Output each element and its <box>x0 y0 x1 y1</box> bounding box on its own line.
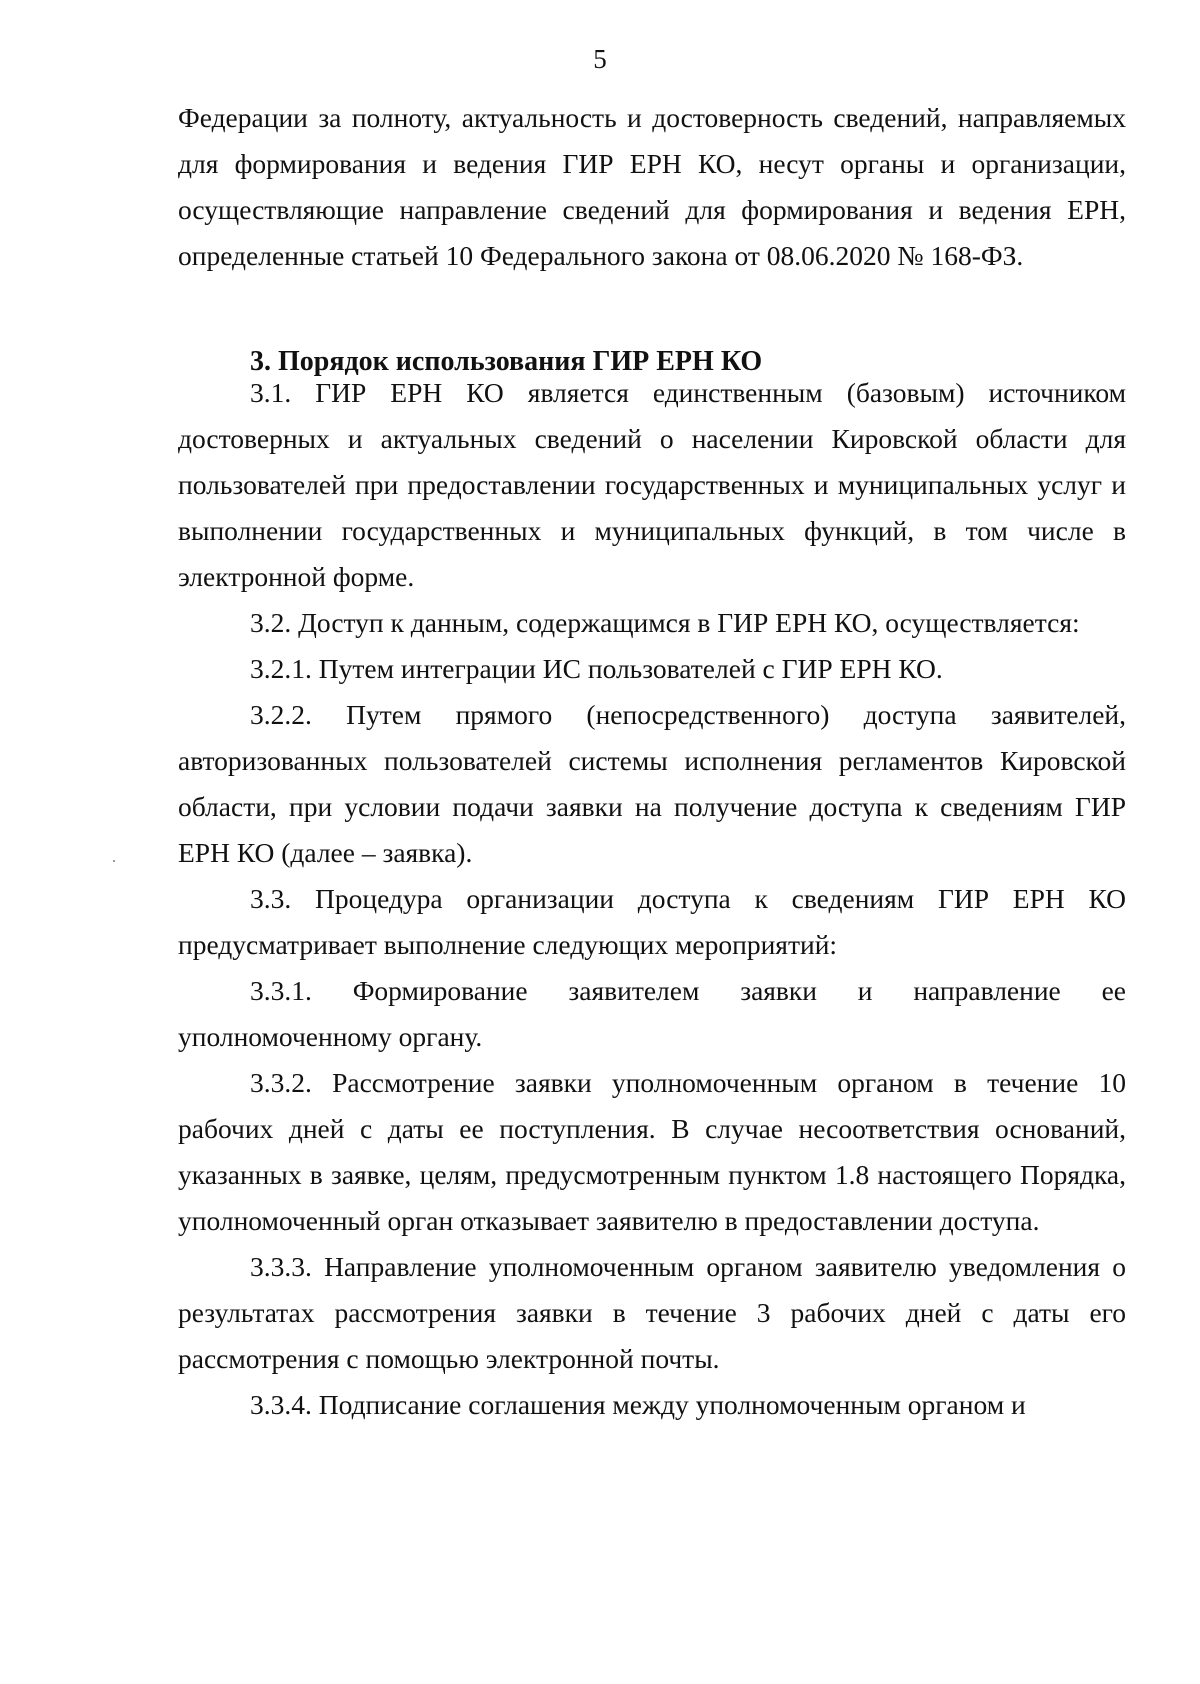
paragraph-3-2: 3.2. Доступ к данным, содержащимся в ГИР ЕРН КО, осуществляется: <box>250 607 1080 638</box>
paragraph-intro <box>178 95 1126 279</box>
intro-text: Федерации за полноту, актуальность и достоверность сведений, направляемых для формирования и ведения ГИР ЕРН КО, несут органы и организации, осуществляющие направление сведений для формирования и ведения ЕРН, определенные статьей 10 Федерального закона от 08.06.2020 № 168-ФЗ. <box>178 102 1126 271</box>
paragraph-3-3-2: 3.3.2. Рассмотрение заявки уполномоченным органом в течение 10 рабочих дней с даты ее поступления. В случае несоответствия оснований, указанных в заявке, целям, предусмотренным пунктом 1.8 настоящего Порядка, уполномоченный орган отказывает заявителю в предоставлении доступа. <box>178 1067 1126 1236</box>
paragraph-3-2-1: 3.2.1. Путем интеграции ИС пользователей с ГИР ЕРН КО. <box>250 653 943 684</box>
paragraph-3-3-4: 3.3.4. Подписание соглашения между уполномоченным органом и <box>250 1389 1026 1420</box>
paragraph-3-3-3: 3.3.3. Направление уполномоченным органом заявителю уведомления о результатах рассмотрения заявки в течение 3 рабочих дней с даты его рассмотрения с помощью электронной почты. <box>178 1251 1126 1374</box>
paragraph-3-2-2: 3.2.2. Путем прямого (непосредственного) доступа заявителей, авторизованных пользователей системы исполнения регламентов Кировской области, при условии подачи заявки на получение доступа к сведениям ГИР ЕРН КО (далее – заявка). <box>178 699 1126 868</box>
page-number: 5 <box>593 44 607 74</box>
paragraph-3-1: 3.1. ГИР ЕРН КО является единственным (базовым) источником достоверных и актуальных сведений о населении Кировской области для пользователей при предоставлении государственных и муниципальных услуг и выполнении государственных и муниципальных функций, в том числе в электронной форме. <box>178 377 1126 592</box>
section-heading: 3. Порядок использования ГИР ЕРН КО <box>250 346 763 377</box>
paragraph-3-3-1: 3.3.1. Формирование заявителем заявки и направление ее уполномоченному органу. <box>178 975 1126 1052</box>
paragraph-3-3: 3.3. Процедура организации доступа к сведениям ГИР ЕРН КО предусматривает выполнение следующих мероприятий: <box>178 883 1126 960</box>
scan-dot <box>113 860 115 862</box>
section-body <box>178 370 1126 1428</box>
